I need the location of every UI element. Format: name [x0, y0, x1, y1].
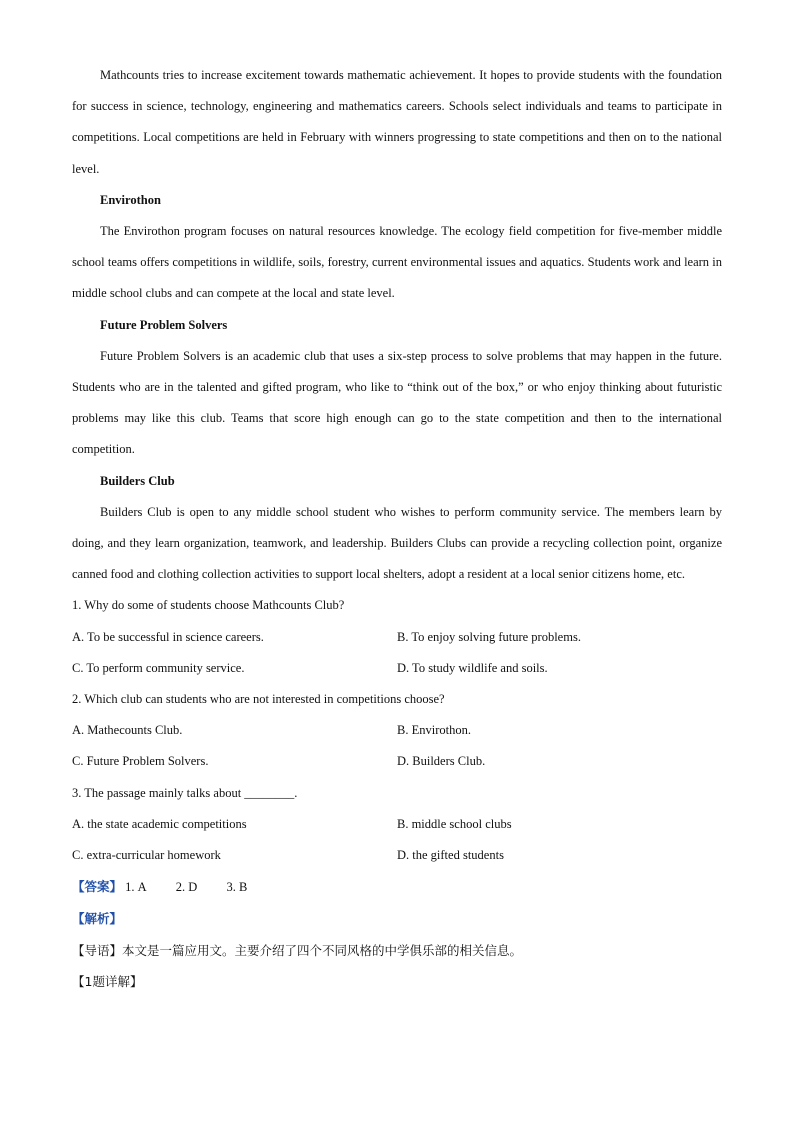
detail-line — [72, 966, 722, 997]
question-3-options-row-1 — [72, 809, 722, 840]
question-3-options-row-2 — [72, 840, 722, 871]
option: A. the state academic competitions — [72, 816, 247, 831]
option: D. To study wildlife and soils. — [397, 660, 548, 675]
option: A. Mathecounts Club. — [72, 723, 183, 738]
section-text-builders-club: Builders Club is open to any middle school student who wishes to perform community service. The members learn by doing, and they learn organization, teamwork, and leadership. Builders Clubs can provide a recycling collection point, organize canned food and clothing collection activities to support local shelters, adopt a resident at a local senior citizens home, etc. — [72, 504, 722, 582]
section-text-envirothon: The Envirothon program focuses on natural resources knowledge. The ecology field competition for five-member middle school teams offers competitions in wildlife, soils, forestry, current environmental issues and aquatics. Students work and learn in middle school clubs and can compete at the local and state level. — [72, 224, 722, 301]
option: C. To perform community service. — [72, 660, 245, 675]
question-1-stem: 1. Why do some of students choose Mathcounts Club? — [72, 598, 345, 613]
section-heading-envirothon: Envirothon — [100, 192, 161, 207]
option: B. To enjoy solving future problems. — [397, 629, 581, 644]
document-page — [72, 60, 722, 997]
answer-label: 【答案】 — [72, 879, 123, 895]
question-3-stem: 3. The passage mainly talks about ________. — [72, 785, 298, 800]
option: D. the gifted students — [397, 848, 504, 863]
section-heading-future-problem-solvers: Future Problem Solvers — [100, 317, 228, 332]
question-2-options-row-2 — [72, 746, 722, 777]
analysis-line — [72, 903, 722, 934]
intro-paragraph: Mathcounts tries to increase excitement towards mathematic achievement. It hopes to provide students with the foundation for success in science, technology, engineering and mathematics careers. Schools select individuals and teams to participate in competitions. Local competitions are held in February with winners progressing to state competitions and then on to the national level. — [72, 68, 722, 176]
guide-text: 本文是一篇应用文。主要介绍了四个不同风格的中学俱乐部的相关信息。 — [122, 942, 523, 958]
answer-item: 1. A — [125, 880, 147, 895]
option: B. middle school clubs — [397, 816, 512, 831]
detail-label: 【1题详解】 — [72, 973, 143, 989]
question-1-options-row-2 — [72, 653, 722, 684]
answer-item: 2. D — [175, 880, 198, 895]
guide-label: 【导语】 — [72, 942, 123, 958]
option: C. Future Problem Solvers. — [72, 754, 209, 769]
question-1-options-row-1 — [72, 622, 722, 653]
option: B. Envirothon. — [397, 723, 471, 738]
answer-line — [72, 871, 722, 903]
analysis-label: 【解析】 — [72, 911, 123, 927]
option: D. Builders Club. — [397, 754, 486, 769]
section-text-future-problem-solvers: Future Problem Solvers is an academic club that uses a six-step process to solve problems that may happen in the future. Students who are in the talented and gifted program, who like to “think out of the box,” or who enjoy thinking about futuristic problems may like this club. Teams that score high enough can go to the state competition and then to the international competition. — [72, 348, 722, 457]
question-2-stem: 2. Which club can students who are not interested in competitions choose? — [72, 692, 445, 707]
option: C. extra-curricular homework — [72, 848, 221, 863]
answer-item: 3. B — [226, 880, 248, 895]
question-2-options-row-1 — [72, 715, 722, 746]
option: A. To be successful in science careers. — [72, 629, 264, 644]
section-heading-builders-club: Builders Club — [100, 473, 175, 488]
guide-line — [72, 935, 722, 966]
